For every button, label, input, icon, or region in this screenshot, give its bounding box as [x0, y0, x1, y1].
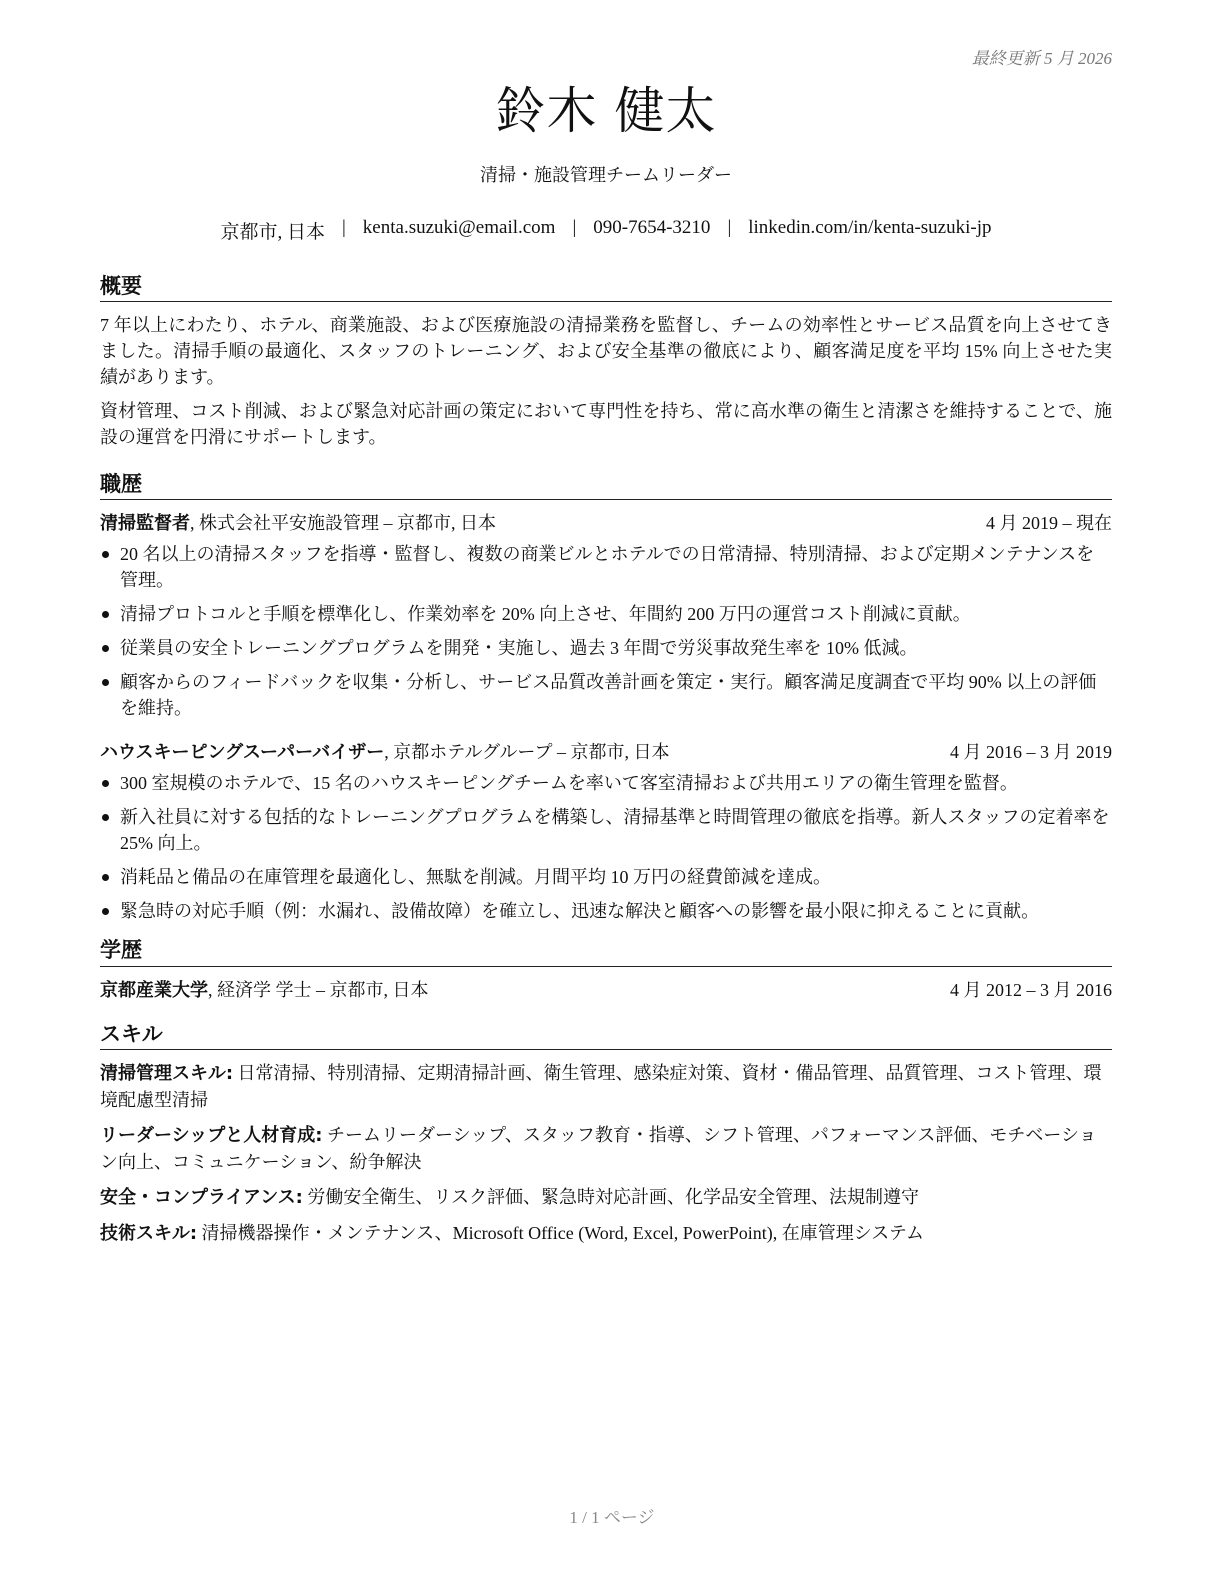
bullet-item: [100, 864, 1112, 890]
resume-header: [100, 0, 1112, 244]
job-dates: 4 月 2019 – 現在: [986, 513, 1112, 534]
contact-separator: |: [572, 217, 577, 238]
summary-paragraph: 7 年以上にわたり、ホテル、商業施設、および医療施設の清掃業務を監督し、チームの効率性とサービス品質を向上させてきました。清掃手順の最適化、スタッフのトレーニング、および安全基準の徹底により、顧客満足度を平均 15% 向上させた実績があります。: [100, 315, 1112, 388]
bullet-text: 緊急時の対応手順（例：水漏れ、設備故障）を確立し、迅速な解決と顧客への影響を最小限に抑えることに貢献。: [120, 901, 1040, 922]
job-company: , 株式会社平安施設管理 – 京都市, 日本: [190, 513, 496, 534]
bullet-item: [100, 601, 1112, 627]
job-bullets: [100, 770, 1112, 924]
bullet-dot: [102, 908, 109, 915]
job-entry: [100, 739, 1112, 924]
skill-item: [100, 1220, 1112, 1247]
section-heading-skills: スキル: [100, 1022, 1112, 1050]
bullet-text: 消耗品と備品の在庫管理を最適化し、無駄を削減。月間平均 10 万円の経費節減を達成。: [120, 867, 831, 888]
bullet-dot: [102, 874, 109, 881]
bullet-dot: [102, 645, 109, 652]
bullet-text: 20 名以上の清掃スタッフを指導・監督し、複数の商業ビルとホテルでの日常清掃、特別清掃、および定期メンテナンスを管理。: [120, 544, 1095, 591]
skill-text: 日常清掃、特別清掃、定期清掃計画、衛生管理、感染症対策、資材・備品管理、品質管理、コスト管理、環境配慮型清掃: [100, 1062, 1102, 1110]
job-dates: 4 月 2016 – 3 月 2019: [950, 742, 1112, 763]
bullet-item: [100, 635, 1112, 661]
contact-email[interactable]: kenta.suzuki@email.com: [362, 217, 556, 238]
bullet-item: [100, 770, 1112, 796]
contact-separator: |: [341, 217, 346, 238]
bullet-item: [100, 898, 1112, 924]
candidate-name: 鈴木 健太: [495, 82, 717, 140]
bullet-text: 新入社員に対する包括的なトレーニングプログラムを構築し、清掃基準と時間管理の徹底を指導。新人スタッフの定着率を 25% 向上。: [120, 807, 1110, 854]
education-dates: 4 月 2012 – 3 月 2016: [950, 979, 1112, 1000]
bullet-text: 300 室規模のホテルで、15 名のハウスキーピングチームを率いて客室清掃および共用エリアの衛生管理を監督。: [120, 773, 1018, 794]
job-title-line: [100, 510, 496, 537]
skill-text: チームリーダーシップ、スタッフ教育・指導、シフト管理、パフォーマンス評価、モチベーション向上、コミュニケーション、紛争解決: [100, 1124, 1097, 1172]
bullet-dot: [102, 814, 109, 821]
education-school: 京都産業大学: [100, 979, 208, 1001]
bullet-item: [100, 804, 1112, 856]
section-heading-summary: 概要: [100, 274, 1112, 302]
summary-section: [100, 274, 1112, 450]
section-heading-experience: 職歴: [100, 472, 1112, 500]
job-company: , 京都ホテルグループ – 京都市, 日本: [384, 742, 670, 763]
job-role: 清掃監督者: [100, 513, 190, 535]
skill-label: 安全・コンプライアンス:: [100, 1186, 303, 1208]
bullet-dot: [102, 780, 109, 787]
section-heading-education: 学歴: [100, 938, 1112, 966]
skills-section: [100, 1022, 1112, 1247]
contact-linkedin[interactable]: linkedin.com/in/kenta-suzuki-jp: [748, 217, 992, 238]
bullet-item: [100, 541, 1112, 593]
education-entry: [100, 977, 1112, 1004]
bullet-text: 顧客からのフィードバックを収集・分析し、サービス品質改善計画を策定・実行。顧客満足度調査で平均 90% 以上の評価を維持。: [120, 672, 1097, 719]
skill-text: 清掃機器操作・メンテナンス、Microsoft Office (Word, Excel, PowerPoint), 在庫管理システム: [197, 1222, 924, 1243]
last-updated: 最終更新 5 月 2026: [971, 49, 1112, 68]
bullet-dot: [102, 611, 109, 618]
skill-label: 技術スキル:: [100, 1222, 198, 1244]
bullet-text: 清掃プロトコルと手順を標準化し、作業効率を 20% 向上させ、年間約 200 万円の運営コスト削減に貢献。: [120, 604, 971, 625]
job-header: [100, 739, 1112, 766]
job-bullets: [100, 541, 1112, 721]
contact-phone: 090-7654-3210: [593, 217, 711, 238]
contact-location: 京都市, 日本: [220, 222, 325, 243]
skill-item: [100, 1060, 1112, 1113]
summary-paragraph: 資材管理、コスト削減、および緊急対応計画の策定において専門性を持ち、常に高水準の衛生と清潔さを維持することで、施設の運営を円滑にサポートします。: [100, 401, 1112, 448]
skill-item: [100, 1122, 1112, 1175]
candidate-title: 清掃・施設管理チームリーダー: [480, 165, 732, 186]
bullet-dot: [102, 551, 109, 558]
education-title-line: [100, 977, 429, 1004]
skill-label: リーダーシップと人材育成:: [100, 1124, 323, 1146]
bullet-item: [100, 669, 1112, 721]
contact-line: [100, 217, 1112, 244]
job-entry: [100, 510, 1112, 721]
education-section: [100, 938, 1112, 1003]
bullet-dot: [102, 679, 109, 686]
page-number-footer: 1 / 1 ページ: [569, 1508, 655, 1527]
skill-item: [100, 1184, 1112, 1211]
contact-separator: |: [727, 217, 732, 238]
education-degree: , 経済学 学士 – 京都市, 日本: [208, 979, 429, 1000]
job-title-line: [100, 739, 670, 766]
skill-label: 清掃管理スキル:: [100, 1062, 234, 1084]
job-role: ハウスキーピングスーパーバイザー: [100, 742, 385, 764]
skill-text: 労働安全衛生、リスク評価、緊急時対応計画、化学品安全管理、法規制遵守: [302, 1186, 919, 1207]
job-header: [100, 510, 1112, 537]
experience-section: [100, 472, 1112, 924]
bullet-text: 従業員の安全トレーニングプログラムを開発・実施し、過去 3 年間で労災事故発生率を 10% 低減。: [120, 638, 918, 659]
